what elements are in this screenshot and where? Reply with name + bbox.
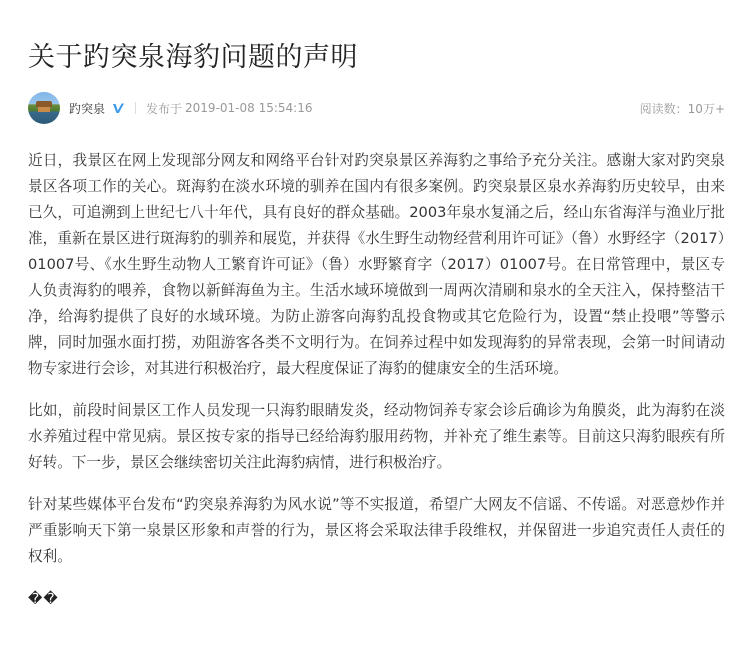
meta-divider [135,102,136,114]
author-name[interactable]: 趵突泉 [69,101,106,116]
body-paragraph: 比如，前段时间景区工作人员发现一只海豹眼睛发炎，经动物饲养专家会诊后确诊为角膜炎，此为海豹在淡水养殖过程中常见病。景区按专家的指导已经给海豹服用药物，并补充了维生素等。目前这只海豹眼疾有所好转。下一步，景区会继续密切关注此海豹病情，进行积极治疗。 [28,402,725,471]
body-paragraph: 针对某些媒体平台发布“趵突泉养海豹为风水说”等不实报道，希望广大网友不信谣、不传谣。对恶意炒作并严重影响天下第一泉景区形象和声誉的行为，景区将会采取法律手段维权，并保留进一步追究责任人责任的权利。 [28,496,725,565]
trailing-glyphs: �� [28,591,59,607]
verified-check-icon [112,102,125,115]
reads-count: 10万+ [687,101,725,116]
body-paragraph: 近日，我景区在网上发现部分网友和网络平台针对趵突泉景区养海豹之事给予充分关注。感谢大家对趵突泉景区各项工作的关心。斑海豹在淡水环境的驯养在国内有很多案例。趵突泉景区泉水养海豹历史较早，由来已久，可追溯到上世纪七八十年代，具有良好的群众基础。2003年泉水复涌之后，经山东省海洋与渔业厅批准，重新在景区进行斑海豹的驯养和展览，并获得《水生野生动物经营利用许可证》（鲁）水野经字（2017）01007号、《水生野生动物人工繁育许可证》（鲁）水野繁育字（2017）01007号。在日常管理中，景区专人负责海豹的喂养，食物以新鲜海鱼为主。生活水域环境做到一周两次清刷和泉水的全天注入，保持整洁干净，给海豹提供了良好的水域环境。为防止游客向海豹乱投食物或其它危险行为，设置“禁止投喂”等警示牌，同时加强水面打捞，劝阻游客各类不文明行为。在饲养过程中如发现海豹的异常表现，会第一时间请动物专家进行会诊，对其进行积极治疗，最大程度保证了海豹的健康安全的生活环境。 [28,152,725,377]
publish-label: 发布于 [146,101,183,116]
article-title: 关于趵突泉海豹问题的声明 [28,42,358,73]
author-avatar[interactable] [28,92,60,124]
reads-label: 阅读数： [639,101,688,116]
pavilion-wall [38,107,50,112]
article-body [28,148,725,612]
publish-time: 2019-01-08 15:54:16 [185,101,313,115]
article-meta [28,90,725,126]
